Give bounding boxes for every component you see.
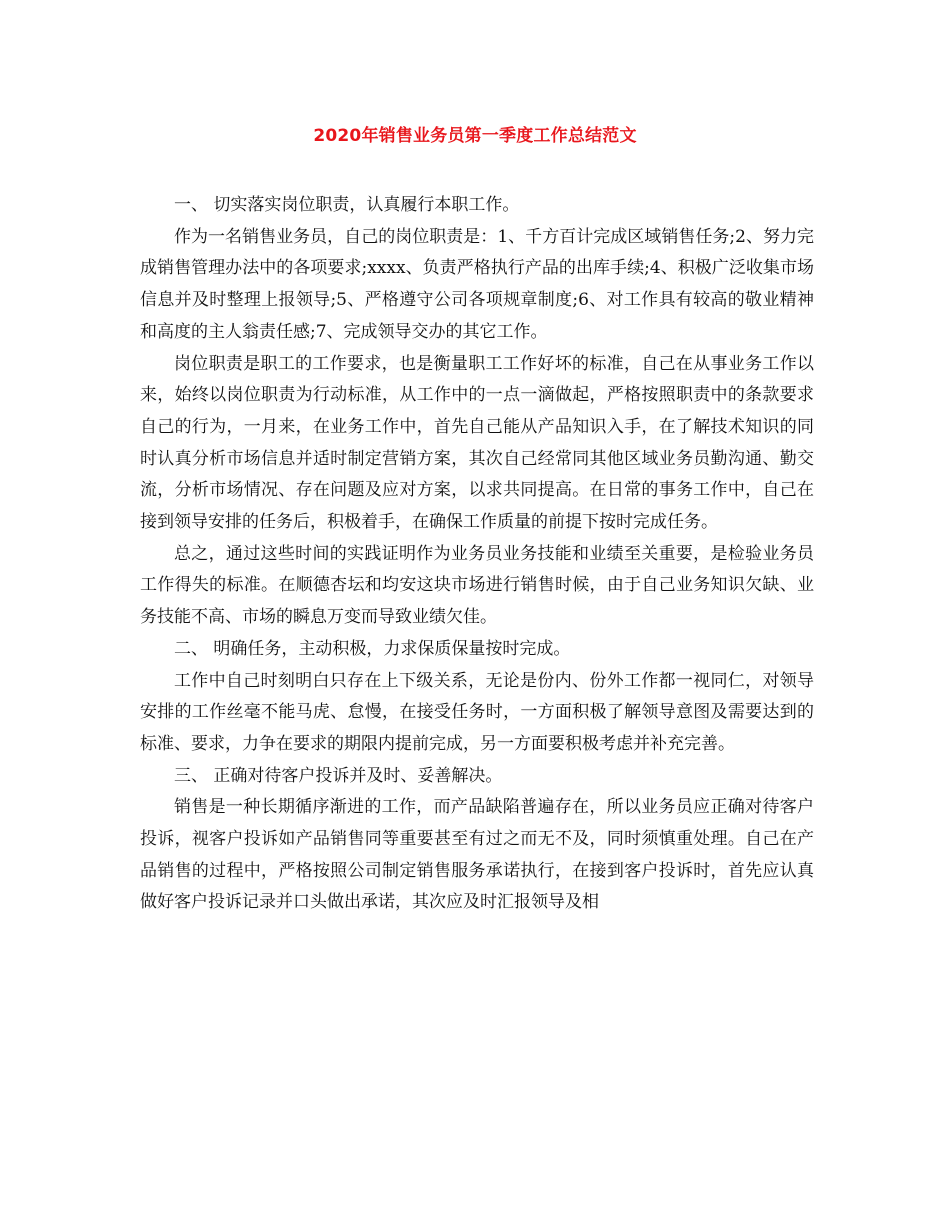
paragraph-summary: 总之，通过这些时间的实践证明作为业务员业务技能和业绩至关重要，是检验业务员工作得失的标准。在顺德杏坛和均安这块市场进行销售时候，由于自己业务知识欠缺、业务技能不高、市场的瞬息万变而导致业绩欠佳。 xyxy=(140,543,814,628)
section-heading-2: 二、 明确任务，主动积极，力求保质保量按时完成。 xyxy=(174,638,571,659)
paragraph-tasks: 工作中自己时刻明白只存在上下级关系，无论是份内、份外工作都一视同仁，对领导安排的工作丝毫不能马虎、怠慢，在接受任务时，一方面积极了解领导意图及需要达到的标准、要求，力争在要求的期限内提前完成，另一方面要积极考虑并补充完善。 xyxy=(140,670,814,754)
paragraph-complaints: 销售是一种长期循序渐进的工作，而产品缺陷普遍存在，所以业务员应正确对待客户投诉，视客户投诉如产品销售同等重要甚至有过之而无不及，同时须慎重处理。自己在产品销售的过程中，严格按照公司制定销售服务承诺执行，在接到客户投诉时，首先应认真做好客户投诉记录并口头做出承诺，其次应及时汇报领导及相 xyxy=(140,797,814,913)
document-title: 2020年销售业务员第一季度工作总结范文 xyxy=(313,126,637,146)
section-heading-3: 三、 正确对待客户投诉并及时、妥善解决。 xyxy=(174,765,503,786)
section-heading-1: 一、 切实落实岗位职责，认真履行本职工作。 xyxy=(174,195,520,215)
paragraph-job-duties: 岗位职责是职工的工作要求，也是衡量职工工作好坏的标准，自己在从事业务工作以来，始终以岗位职责为行动标准，从工作中的一点一滴做起，严格按照职责中的条款要求自己的行为，一月来，在业务工作中，首先自己能从产品知识入手，在了解技术知识的同时认真分析市场信息并适时制定营销方案，其次自己经常同其他区域业务员勤沟通、勤交流，分析市场情况、存在问题及应对方案，以求共同提高。在日常的事务工作中，自己在接到领导安排的任务后，积极着手，在确保工作质量的前提下按时完成任务。 xyxy=(140,353,814,533)
document-body xyxy=(140,190,814,919)
paragraph-responsibilities: 作为一名销售业务员，自己的岗位职责是：1、千方百计完成区域销售任务;2、努力完成销售管理办法中的各项要求;xxxx、负责严格执行产品的出库手续;4、积极广泛收集市场信息并及时整理上报领导;5、严格遵守公司各项规章制度;6、对工作具有较高的敬业精神和高度的主人翁责任感;7、完成领导交办的其它工作。 xyxy=(140,226,814,342)
